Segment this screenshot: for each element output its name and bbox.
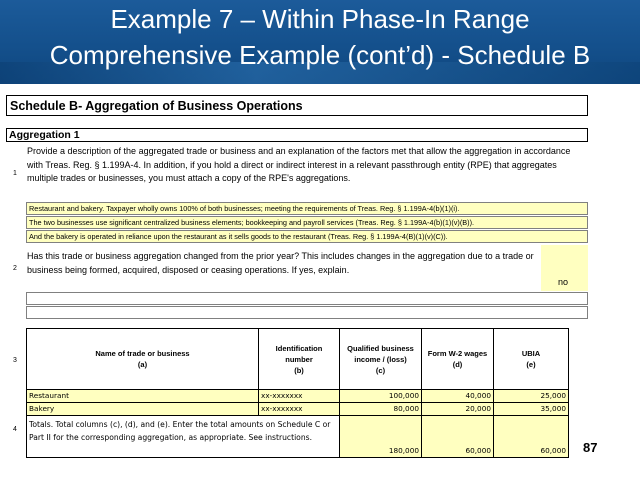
cell-ubia[interactable]: 35,000 — [494, 403, 569, 416]
table-row — [27, 403, 569, 416]
row-number-1: 1 — [13, 170, 17, 177]
row-number-2: 2 — [13, 265, 17, 272]
row-number-4: 4 — [13, 426, 17, 433]
question-2-text: Has this trade or business aggregation changed from the prior year? This includes changes in the aggregation due to a trade or business being formed, acquired, disposed or ceasing operations. If yes, explain. — [27, 251, 534, 275]
answer-2-line-2[interactable] — [26, 306, 588, 319]
totals-description: Totals. Total columns (c), (d), and (e). Enter the total amounts on Schedule C or Part II for the corresponding aggregation, as appropriate. See instructions. — [27, 416, 340, 458]
cell-ubia[interactable]: 25,000 — [494, 390, 569, 403]
answer-1-line-2[interactable]: The two businesses use significant centralized business elements; bookkeeping and payroll services (Treas. Reg. § 1.199A-4(b)(1)(v)(B)). — [26, 216, 588, 229]
aggregation-label: Aggregation 1 — [6, 128, 588, 142]
header-id: Identification number (b) — [259, 329, 340, 390]
question-1-text: Provide a description of the aggregated trade or business and an explanation of the factors met that allow the aggregation in accordance with Treas. Reg. § 1.199A-4. In addition, if you hold a direct or indirect interest in a relevant passthrough entity (RPE) that aggregates multiple trades or businesses, you must attach a copy of the RPE's aggregations. — [27, 146, 571, 183]
cell-qbi[interactable]: 80,000 — [340, 403, 422, 416]
page-number: 87 — [583, 440, 598, 455]
cell-name[interactable]: Bakery — [27, 403, 259, 416]
business-operations-table — [26, 328, 569, 458]
answer-2-cell[interactable] — [541, 245, 588, 291]
cell-id[interactable]: xx-xxxxxxx — [259, 390, 340, 403]
cell-id[interactable]: xx-xxxxxxx — [259, 403, 340, 416]
table-row — [27, 390, 569, 403]
answer-2-value: no — [558, 277, 569, 287]
slide-title-line-2: Comprehensive Example (cont’d) - Schedule B — [49, 40, 591, 70]
header-w2: Form W-2 wages (d) — [422, 329, 494, 390]
answer-1-line-3[interactable]: And the bakery is operated in reliance upon the restaurant as it sells goods to the restaurant (Treas. Reg. § 1.199A-4(B)(1)(v)(C)). — [26, 230, 588, 243]
total-ubia[interactable]: 60,000 — [494, 416, 569, 458]
total-qbi[interactable]: 180,000 — [340, 416, 422, 458]
header-qbi: Qualified business income / (loss) (c) — [340, 329, 422, 390]
row-number-3: 3 — [13, 357, 17, 364]
cell-w2[interactable]: 20,000 — [422, 403, 494, 416]
cell-name[interactable]: Restaurant — [27, 390, 259, 403]
title-banner — [0, 0, 640, 84]
slide-title-line-1: Example 7 – Within Phase-In Range — [110, 4, 530, 34]
schedule-title: Schedule B- Aggregation of Business Operations — [6, 95, 588, 116]
table-header-row — [27, 329, 569, 390]
answer-1-line-1[interactable]: Restaurant and bakery. Taxpayer wholly owns 100% of both businesses; meeting the requirements of Treas. Reg. § 1.199A-4(b)(1)(i). — [26, 202, 588, 215]
header-ubia: UBIA (e) — [494, 329, 569, 390]
totals-row — [27, 416, 569, 458]
cell-qbi[interactable]: 100,000 — [340, 390, 422, 403]
answer-2-line-1[interactable] — [26, 292, 588, 305]
cell-w2[interactable]: 40,000 — [422, 390, 494, 403]
header-name: Name of trade or business (a) — [27, 329, 259, 390]
total-w2[interactable]: 60,000 — [422, 416, 494, 458]
